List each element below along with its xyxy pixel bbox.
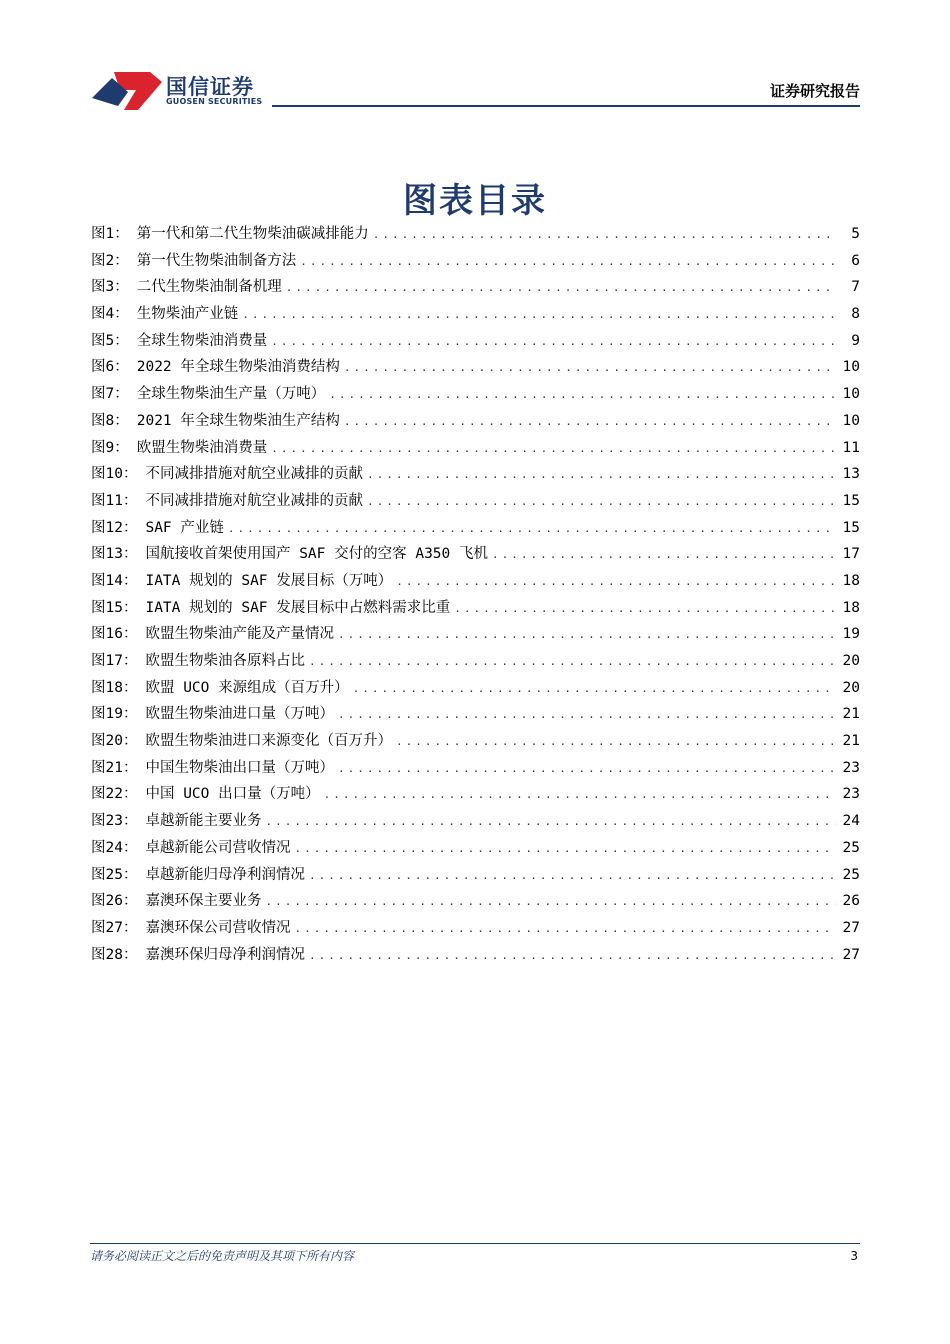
toc-figure-title: 生物柴油产业链 (136, 306, 239, 323)
toc-figure-title: 卓越新能主要业务 (145, 813, 262, 830)
toc-figure-label: 图21： (91, 759, 138, 776)
toc-figure-label: 图17： (91, 653, 138, 669)
toc-figure-title: IATA 规划的 SAF 发展目标中占燃料需求比重 (145, 599, 451, 616)
toc-entry[interactable] (91, 782, 860, 809)
toc-dot-leader (300, 255, 836, 268)
header-divider (272, 105, 860, 107)
toc-figure-title: 第一代生物柴油制备方法 (136, 252, 297, 269)
toc-figure-label: 图6： (91, 359, 129, 376)
toc-dot-leader (294, 922, 836, 935)
toc-figure-title: 嘉澳环保主要业务 (145, 893, 262, 910)
toc-entry[interactable] (91, 542, 860, 569)
logo-name-en: GUOSEN SECURITIES (166, 97, 263, 106)
toc-entry[interactable] (91, 275, 860, 302)
toc-entry[interactable] (91, 809, 860, 836)
page-header (0, 0, 950, 115)
toc-dot-leader (338, 762, 836, 775)
toc-dot-leader (309, 655, 836, 668)
toc-entry[interactable] (91, 569, 860, 596)
toc-figure-label: 图10： (91, 466, 138, 483)
footer-divider (90, 1243, 860, 1244)
toc-figure-title: SAF 产业链 (145, 519, 224, 536)
toc-dot-leader (492, 548, 836, 561)
toc-figure-label: 图14： (91, 572, 138, 589)
toc-figure-title: 全球生物柴油生产量（万吨） (136, 386, 326, 403)
toc-entry[interactable] (91, 889, 860, 916)
toc-figure-title: 第一代和第二代生物柴油碳减排能力 (136, 226, 369, 242)
toc-figure-label: 图24： (91, 839, 138, 856)
toc-figure-title: 卓越新能公司营收情况 (145, 839, 291, 856)
toc-entry[interactable] (91, 489, 860, 516)
toc-figure-label: 图8： (91, 412, 129, 429)
toc-figure-label: 图28： (91, 946, 138, 963)
toc-page-number: 15 (842, 519, 860, 536)
toc-entry[interactable] (91, 676, 860, 703)
toc-dot-leader (454, 602, 836, 615)
toc-entry[interactable] (91, 436, 860, 463)
toc-figure-title: 不同减排措施对航空业减排的贡献 (145, 466, 363, 483)
report-type-label: 证券研究报告 (769, 82, 860, 100)
toc-figure-label: 图16： (91, 626, 138, 643)
toc-figure-title: 中国 UCO 出口量（万吨） (145, 786, 320, 803)
toc-figure-label: 图9： (91, 439, 129, 456)
toc-dot-leader (286, 281, 836, 294)
toc-dot-leader (367, 495, 836, 508)
logo-name-cn: 国信证券 (166, 75, 254, 99)
toc-page-number: 25 (842, 866, 860, 883)
disclaimer-text: 请务必阅读正文之后的免责声明及其项下所有内容 (90, 1249, 355, 1263)
toc-page-number: 17 (842, 546, 860, 563)
toc-figure-title: 中国生物柴油出口量（万吨） (145, 759, 334, 776)
toc-figure-label: 图13： (91, 546, 138, 563)
toc-entry[interactable] (91, 729, 860, 756)
toc-page-number: 24 (842, 813, 860, 830)
toc-page-number: 23 (842, 759, 860, 776)
toc-figure-label: 图23： (91, 813, 138, 830)
toc-page-number: 21 (842, 733, 860, 750)
toc-dot-leader (338, 628, 836, 641)
figure-list (91, 222, 860, 969)
toc-figure-title: 国航接收首架使用国产 SAF 交付的空客 A350 飞机 (145, 546, 488, 563)
toc-figure-title: 嘉澳环保公司营收情况 (145, 919, 291, 936)
toc-figure-title: 嘉澳环保归母净利润情况 (145, 946, 305, 963)
toc-page-number: 25 (842, 839, 860, 856)
toc-figure-title: 欧盟生物柴油产能及产量情况 (145, 626, 334, 643)
toc-page-number: 10 (842, 386, 860, 403)
toc-dot-leader (396, 735, 836, 748)
toc-dot-leader (324, 788, 836, 801)
toc-page-number: 10 (842, 359, 860, 376)
toc-page-number: 10 (842, 412, 860, 429)
toc-page-number: 21 (842, 706, 860, 723)
toc-page-number: 27 (842, 919, 860, 936)
toc-dot-leader (344, 415, 836, 428)
toc-figure-label: 图1： (91, 226, 129, 242)
toc-figure-label: 图11： (91, 492, 138, 509)
toc-figure-title: 二代生物柴油制备机理 (136, 279, 282, 296)
toc-entry[interactable] (91, 943, 860, 970)
toc-figure-title: 欧盟生物柴油各原料占比 (145, 653, 305, 669)
toc-page-number: 19 (842, 626, 860, 643)
toc-dot-leader (373, 228, 836, 241)
toc-figure-label: 图3： (91, 279, 129, 296)
toc-entry[interactable] (91, 596, 860, 623)
toc-figure-title: 欧盟生物柴油进口来源变化（百万升） (145, 733, 392, 750)
toc-dot-leader (338, 708, 836, 721)
toc-figure-title: 卓越新能归母净利润情况 (145, 866, 305, 883)
toc-page-number: 5 (851, 226, 860, 242)
toc-page-number: 8 (851, 306, 860, 323)
toc-figure-label: 图26： (91, 893, 138, 910)
toc-figure-title: 欧盟生物柴油消费量 (136, 439, 268, 456)
toc-figure-title: 欧盟生物柴油进口量（万吨） (145, 706, 334, 723)
toc-entry[interactable] (91, 916, 860, 943)
toc-figure-label: 图25： (91, 866, 138, 883)
toc-page-number: 7 (851, 279, 860, 296)
toc-page-number: 6 (851, 252, 860, 269)
toc-figure-label: 图5： (91, 332, 129, 349)
toc-entry[interactable] (91, 622, 860, 649)
toc-figure-title: 全球生物柴油消费量 (136, 332, 268, 349)
toc-page-number: 20 (842, 679, 860, 696)
toc-entry[interactable] (91, 836, 860, 863)
toc-figure-label: 图2： (91, 252, 129, 269)
toc-dot-leader (265, 815, 836, 828)
toc-page-number: 26 (842, 893, 860, 910)
toc-figure-label: 图7： (91, 386, 129, 403)
toc-figure-label: 图20： (91, 733, 138, 750)
toc-dot-leader (265, 895, 836, 908)
toc-page-number: 18 (842, 599, 860, 616)
toc-figure-label: 图18： (91, 679, 138, 696)
toc-entry[interactable] (91, 756, 860, 783)
toc-figure-title: 欧盟 UCO 来源组成（百万升） (145, 679, 349, 696)
toc-figure-label: 图19： (91, 706, 138, 723)
toc-dot-leader (367, 468, 836, 481)
toc-page-number: 13 (842, 466, 860, 483)
guosen-logo-icon (92, 68, 162, 110)
toc-figure-label: 图12： (91, 519, 138, 536)
toc-dot-leader (242, 308, 836, 321)
page-title: 图表目录 (403, 180, 547, 221)
toc-figure-label: 图27： (91, 919, 138, 936)
toc-dot-leader (344, 361, 836, 374)
toc-figure-title: 2022 年全球生物柴油消费结构 (136, 359, 340, 376)
page-number: 3 (850, 1249, 858, 1263)
toc-entry[interactable] (91, 355, 860, 382)
toc-figure-title: IATA 规划的 SAF 发展目标（万吨） (145, 572, 393, 589)
toc-page-number: 20 (842, 653, 860, 669)
toc-entry[interactable] (91, 649, 860, 676)
toc-figure-label: 图4： (91, 306, 129, 323)
toc-page-number: 18 (842, 572, 860, 589)
toc-page-number: 15 (842, 492, 860, 509)
toc-entry[interactable] (91, 382, 860, 409)
toc-dot-leader (271, 335, 836, 348)
toc-entry[interactable] (91, 222, 860, 249)
toc-page-number: 9 (851, 332, 860, 349)
toc-entry[interactable] (91, 863, 860, 890)
toc-dot-leader (228, 522, 836, 535)
toc-entry[interactable] (91, 302, 860, 329)
toc-entry[interactable] (91, 409, 860, 436)
toc-dot-leader (309, 949, 836, 962)
toc-dot-leader (396, 575, 836, 588)
toc-figure-title: 不同减排措施对航空业减排的贡献 (145, 492, 363, 509)
toc-dot-leader (271, 442, 836, 455)
toc-entry[interactable] (91, 249, 860, 276)
toc-page-number: 27 (842, 946, 860, 963)
toc-entry[interactable] (91, 462, 860, 489)
toc-dot-leader (353, 682, 836, 695)
toc-dot-leader (294, 842, 836, 855)
toc-page-number: 11 (842, 439, 860, 456)
toc-figure-label: 图15： (91, 599, 138, 616)
toc-entry[interactable] (91, 329, 860, 356)
toc-figure-title: 2021 年全球生物柴油生产结构 (136, 412, 340, 429)
toc-dot-leader (329, 388, 836, 401)
toc-entry[interactable] (91, 702, 860, 729)
toc-figure-label: 图22： (91, 786, 138, 803)
toc-page-number: 23 (842, 786, 860, 803)
toc-entry[interactable] (91, 516, 860, 543)
toc-dot-leader (309, 869, 836, 882)
